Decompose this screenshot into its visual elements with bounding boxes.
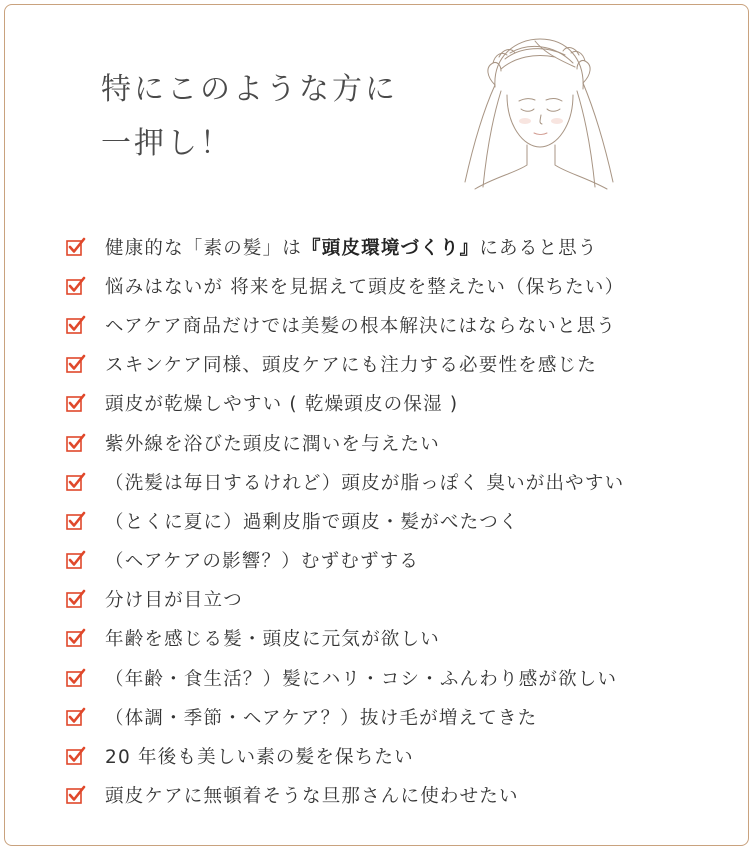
list-item bbox=[65, 266, 624, 305]
checkbox-check-icon bbox=[65, 275, 87, 297]
list-item-text bbox=[105, 625, 440, 651]
list-item-text bbox=[105, 547, 419, 573]
checkbox-check-icon bbox=[65, 549, 87, 571]
checkbox-check-icon bbox=[65, 784, 87, 806]
checkbox-check-icon bbox=[65, 353, 87, 375]
list-item-text-main: （とくに夏に）過剰皮脂で頭皮・髪がべたつく bbox=[105, 511, 519, 533]
checkbox-check-icon bbox=[65, 627, 87, 649]
list-item-text bbox=[105, 430, 440, 456]
list-item-text-main: （洗髪は毎日するけれど）頭皮が脂っぽく 臭いが出やすい bbox=[105, 472, 625, 494]
woman-scalp-massage-illustration bbox=[435, 17, 635, 202]
list-item-text bbox=[105, 351, 597, 377]
checkbox-check-icon bbox=[65, 314, 87, 336]
title-line-2: 一押し！ bbox=[101, 126, 233, 161]
list-item-text bbox=[105, 273, 624, 299]
list-item-text bbox=[105, 469, 624, 495]
list-item-text bbox=[105, 743, 414, 769]
list-item-text bbox=[105, 312, 616, 338]
list-item-text-main: 悩みはないが 将来を見据えて頭皮を整えたい（保ちたい） bbox=[105, 276, 625, 298]
list-item-text-main: 20 年後も美しい素の髪を保ちたい bbox=[105, 747, 414, 769]
content-card bbox=[4, 4, 749, 846]
list-item-text-tail: にあると思う bbox=[479, 237, 598, 259]
list-item-text-main: （体調・季節・ヘアケア？）抜け毛が増えてきた bbox=[105, 707, 538, 729]
list-item-text-main: 分け目が目立つ bbox=[105, 590, 243, 612]
checkbox-check-icon bbox=[65, 745, 87, 767]
list-item bbox=[65, 580, 624, 619]
list-item-text-main: スキンケア同様、頭皮ケアにも注力する必要性を感じた bbox=[105, 355, 597, 377]
list-item-text bbox=[105, 390, 458, 416]
list-item-text bbox=[105, 586, 243, 612]
checkbox-check-icon bbox=[65, 588, 87, 610]
list-item-text-main: 年齢を感じる髪・頭皮に元気が欲しい bbox=[105, 629, 440, 651]
list-item bbox=[65, 736, 624, 775]
checkbox-check-icon bbox=[65, 236, 87, 258]
list-item bbox=[65, 462, 624, 501]
list-item bbox=[65, 305, 624, 344]
recommendation-list bbox=[65, 227, 624, 815]
list-item-text-main: （年齢・食生活？）髪にハリ・コシ・ふんわり感が欲しい bbox=[105, 668, 618, 690]
list-item-text bbox=[105, 665, 617, 691]
checkbox-check-icon bbox=[65, 432, 87, 454]
list-item-text-main: ヘアケア商品だけでは美髪の根本解決にはならないと思う bbox=[105, 315, 617, 337]
list-item-text bbox=[105, 508, 519, 534]
checkbox-check-icon bbox=[65, 706, 87, 728]
list-item-text-main: 紫外線を浴びた頭皮に潤いを与えたい bbox=[105, 433, 440, 455]
list-item bbox=[65, 697, 624, 736]
list-item bbox=[65, 658, 624, 697]
checkbox-check-icon bbox=[65, 510, 87, 532]
list-item-text-main: （ヘアケアの影響？）むずむずする bbox=[105, 551, 420, 573]
list-item-text bbox=[105, 234, 598, 260]
checkbox-check-icon bbox=[65, 667, 87, 689]
checkbox-check-icon bbox=[65, 392, 87, 414]
list-item bbox=[65, 345, 624, 384]
list-item-text bbox=[105, 782, 519, 808]
page-title bbox=[101, 63, 398, 171]
list-item bbox=[65, 776, 624, 815]
list-item-text bbox=[105, 704, 537, 730]
checkbox-check-icon bbox=[65, 471, 87, 493]
title-line-1: 特にこのような方に bbox=[101, 72, 398, 107]
list-item bbox=[65, 541, 624, 580]
list-item bbox=[65, 227, 624, 266]
list-item bbox=[65, 501, 624, 540]
list-item bbox=[65, 384, 624, 423]
list-item-text-main: 頭皮が乾燥しやすい ( 乾燥頭皮の保湿 ) bbox=[105, 394, 459, 416]
list-item-text-main: 健康的な「素の髪」は bbox=[105, 237, 303, 259]
list-item-text-main: 頭皮ケアに無頓着そうな旦那さんに使わせたい bbox=[105, 786, 519, 808]
list-item bbox=[65, 423, 624, 462]
list-item-text-bold: 『頭皮環境づくり』 bbox=[302, 237, 480, 259]
list-item bbox=[65, 619, 624, 658]
